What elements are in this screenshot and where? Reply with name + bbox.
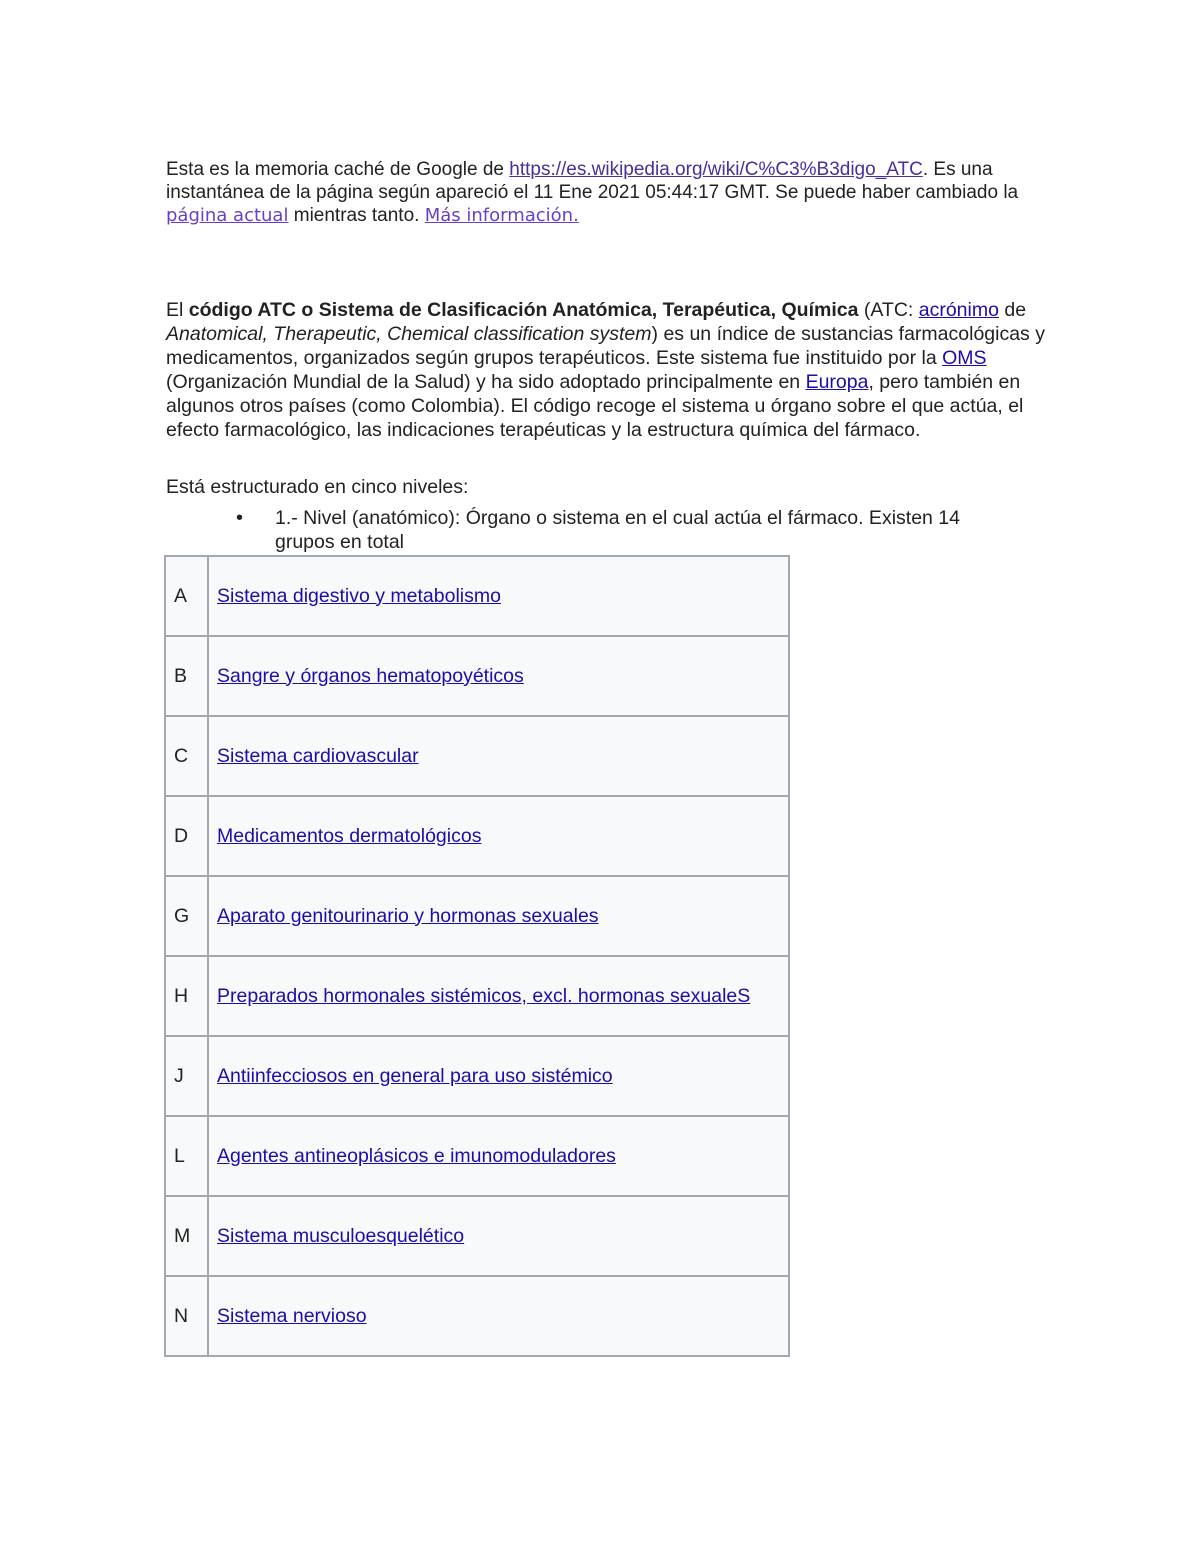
group-name-link[interactable]: Sistema musculoesquelético [217, 1224, 465, 1247]
cache-notice-middle: . Es una instantánea de la página según apareció el 11 Ene 2021 05:44:17 GMT. Se puede haber cambiado la [166, 159, 1019, 203]
group-name-cell [208, 636, 789, 716]
intro-text-5: (Organización Mundial de la Salud) y ha sido adoptado principalmente en [166, 370, 806, 393]
acronym-link[interactable]: acrónimo [918, 298, 999, 321]
bullet-icon: • [236, 507, 244, 529]
group-code: L [165, 1116, 208, 1196]
group-code: D [165, 796, 208, 876]
cache-notice [166, 158, 1046, 227]
level-1-description: 1.- Nivel (anatómico): Órgano o sistema en el cual actúa el fármaco. Existen 14 grupos en total [275, 507, 960, 553]
group-code: A [165, 556, 208, 636]
table-row [165, 796, 789, 876]
europa-link[interactable]: Europa [805, 370, 869, 393]
group-name-cell [208, 716, 789, 796]
group-code: H [165, 956, 208, 1036]
current-page-link[interactable]: página actual [166, 205, 289, 226]
levels-intro: Está estructurado en cinco niveles: [166, 475, 469, 498]
table-row [165, 1196, 789, 1276]
group-code: M [165, 1196, 208, 1276]
table-row [165, 1036, 789, 1116]
group-name-cell [208, 796, 789, 876]
group-name-link[interactable]: Medicamentos dermatológicos [217, 824, 482, 847]
group-code: B [165, 636, 208, 716]
group-name-cell [208, 1196, 789, 1276]
group-name-link[interactable]: Sistema digestivo y metabolismo [217, 584, 501, 607]
cache-notice-prefix: Esta es la memoria caché de Google de [166, 159, 510, 180]
intro-text-1: El [166, 298, 189, 321]
intro-paragraph [166, 298, 1046, 442]
intro-text-2: (ATC: [858, 298, 919, 321]
group-code: C [165, 716, 208, 796]
group-name-link[interactable]: Sistema cardiovascular [217, 744, 419, 767]
group-name-link[interactable]: Preparados hormonales sistémicos, excl. hormonas sexualeS [217, 984, 751, 1007]
atc-groups-table [164, 555, 790, 1357]
table-row [165, 556, 789, 636]
group-name-cell [208, 876, 789, 956]
group-name-link[interactable]: Antiinfecciosos en general para uso sistémico [217, 1064, 613, 1087]
group-code: G [165, 876, 208, 956]
group-name-cell [208, 556, 789, 636]
table-row [165, 1116, 789, 1196]
table-row [165, 716, 789, 796]
group-name-cell [208, 1116, 789, 1196]
group-name-cell [208, 1036, 789, 1116]
table-row [165, 1276, 789, 1356]
more-info-link[interactable]: Más información. [424, 205, 579, 226]
oms-link[interactable]: OMS [942, 346, 987, 369]
group-name-link[interactable]: Aparato genitourinario y hormonas sexuales [217, 904, 599, 927]
group-code: J [165, 1036, 208, 1116]
intro-bold-term: código ATC o Sistema de Clasificación Anatómica, Terapéutica, Química [188, 298, 859, 321]
table-row [165, 636, 789, 716]
intro-text-6: , pero también en algunos otros países (como Colombia). El código recoge el sistema u órgano sobre el que actúa, el efecto farmacológico, las indicaciones terapéuticas y la estructura química del fármaco. [166, 370, 1024, 441]
table-row [165, 956, 789, 1036]
group-code: N [165, 1276, 208, 1356]
group-name-cell [208, 956, 789, 1036]
group-name-cell [208, 1276, 789, 1356]
table-row [165, 876, 789, 956]
group-name-link[interactable]: Sistema nervioso [217, 1304, 367, 1327]
group-name-link[interactable]: Sangre y órganos hematopoyéticos [217, 664, 524, 687]
intro-text-3: de [998, 298, 1027, 321]
group-name-link[interactable]: Agentes antineoplásicos e imunomoduladores [217, 1144, 616, 1167]
intro-text-4: ) es un índice de sustancias farmacológicas y medicamentos, organizados según grupos terapéuticos. Este sistema fue instituido por la [166, 322, 1045, 369]
cached-url-link[interactable]: https://es.wikipedia.org/wiki/C%C3%B3digo_ATC [509, 159, 923, 180]
intro-italic-term: Anatomical, Therapeutic, Chemical classification system [166, 322, 652, 345]
cache-notice-after: mientras tanto. [288, 205, 425, 226]
